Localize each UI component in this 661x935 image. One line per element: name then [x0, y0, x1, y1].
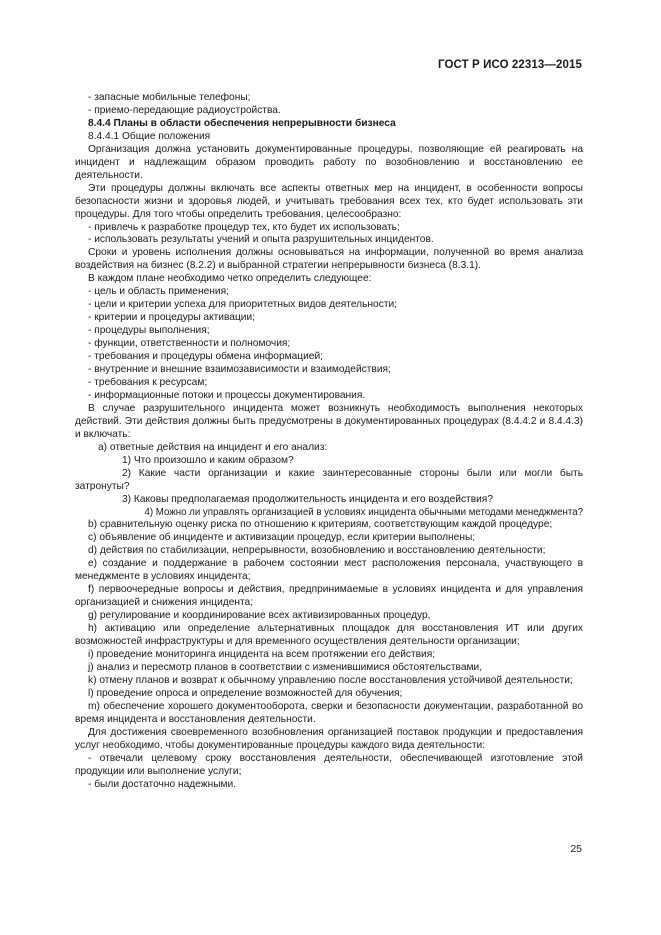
list-item: - функции, ответственности и полномочия; [88, 338, 291, 350]
list-item: - процедуры выполнения; [88, 325, 210, 337]
list-item-f: f) первоочередные вопросы и действия, предпринимаемые в условиях инцидента и для управления организацией и снижения инцидента; [75, 584, 583, 609]
sub-item-4: 4) Можно ли управлять организацией в условиях инцидента обычными методами менеджмента? [144, 506, 583, 518]
paragraph-disruptive-incident: В случае разрушительного инцидента может возникнуть необходимость выполнения некоторых действий. Эти действия должны быть предусмотрены в документированных процедурах (8.4.4.2 и 8.4.4.3) и включать: [75, 402, 583, 440]
list-item: - цели и критерии успеха для приоритетных видов деятельности; [88, 299, 398, 311]
sub-item-3: 3) Каковы предполагаемая продолжительность инцидента и его воздействия? [122, 493, 493, 505]
sub-item-1: 1) Что произошло и каким образом? [122, 454, 294, 466]
list-item: - привлечь к разработке процедур тех, кто будет их использовать; [88, 221, 400, 233]
list-item-k: k) отмену планов и возврат к обычному управлению после восстановления устойчивой деятельности; [88, 674, 573, 686]
subsection-heading-8-4-4-1: 8.4.4.1 Общие положения [88, 130, 211, 142]
list-item-c: c) объявление об инциденте и активизации процедур, если критерии выполнены; [88, 532, 476, 544]
paragraph-plan-definitions: В каждом плане необходимо четко определить следующее: [88, 273, 372, 285]
list-item: - цель и область применения; [88, 286, 229, 298]
page-body [75, 92, 583, 791]
document-header: ГОСТ Р ИСО 22313—2015 [437, 59, 582, 71]
list-item: - требования к ресурсам; [88, 376, 208, 388]
page-number: 25 [570, 843, 582, 855]
paragraph-procedures: Организация должна установить документированные процедуры, позволяющие ей реагировать на инцидент и надлежащим образом проводить работу по возобновлению и восстановлению ее деятельности. [75, 143, 583, 181]
list-item-b: b) сравнительную оценку риска по отношению к критериям, соответствующим каждой процедуре; [88, 519, 553, 531]
list-item: - внутренние и внешние взаимозависимости и взаимодействия; [88, 364, 391, 376]
bullet-radio-devices: - приемо-передающие радиоустройства. [88, 104, 281, 116]
list-item-l: l) проведение опроса и определение возможностей для обучения; [88, 687, 403, 699]
list-item-j: j) анализ и пересмотр планов в соответствии с изменившимися обстоятельствами, [88, 661, 483, 673]
list-item-e: e) создание и поддержание в рабочем состоянии мест расположения персонала, участвующего в менеджменте в условиях инцидента; [75, 558, 583, 583]
list-item-i: i) проведение мониторинга инцидента на всем протяжении его действия; [88, 648, 436, 660]
list-item-d: d) действия по стабилизации, непрерывности, возобновлению и восстановлению деятельности; [88, 545, 546, 557]
section-number: 8.4.4 [88, 117, 111, 129]
list-item: - критерии и процедуры активации; [88, 312, 256, 324]
list-item-m: m) обеспечение хорошего документооборота, сверки и безопасности документации, разработанной во время инцидента и восстановления деятельности. [75, 700, 583, 725]
list-item: - отвечали целевому сроку восстановления деятельности, обеспечивающей изготовление этой продукции или выполнение услуги; [75, 752, 583, 777]
list-item: - использовать результаты учений и опыта разрушительных инцидентов. [88, 234, 434, 246]
list-item: - информационные потоки и процессы документирования. [88, 389, 366, 401]
paragraph-aspects: Эти процедуры должны включать все аспекты ответных мер на инцидент, в особенности вопросы безопасности жизни и здоровья людей, и учитывать требования всех тех, кто будет использовать эти процедуры. Для того чтобы определить требования, целесообразно: [75, 182, 583, 220]
list-item: - требования и процедуры обмена информацией; [88, 351, 323, 363]
list-item-h: h) активацию или определение альтернативных площадок для восстановления ИТ или других возможностей инфраструктуры и для временного осуществления деятельности организации; [75, 623, 583, 648]
paragraph-timely-resumption: Для достижения своевременного возобновления организацией поставок продукции и предоставления услуг необходимо, чтобы документированные процедуры каждого вида деятельности: [75, 726, 583, 751]
list-item-a: а) ответные действия на инцидент и его анализ: [98, 441, 328, 453]
list-item-g: g) регулирование и координирование всех активизированных процедур, [88, 610, 431, 622]
section-title: Планы в области обеспечения непрерывности бизнеса [113, 117, 396, 129]
sub-item-2: 2) Какие части организации и какие заинтересованные стороны были или могли быть затронуты? [75, 467, 583, 492]
list-item: - были достаточно надежными. [88, 778, 237, 790]
paragraph-timing: Сроки и уровень исполнения должны основываться на информации, полученной во время анализа воздействия на бизнес (8.2.2) и выбранной стратегии непрерывности бизнеса (8.3.1). [75, 247, 583, 272]
bullet-mobile-phones: - запасные мобильные телефоны; [88, 92, 251, 103]
section-heading-8-4-4 [75, 118, 583, 131]
